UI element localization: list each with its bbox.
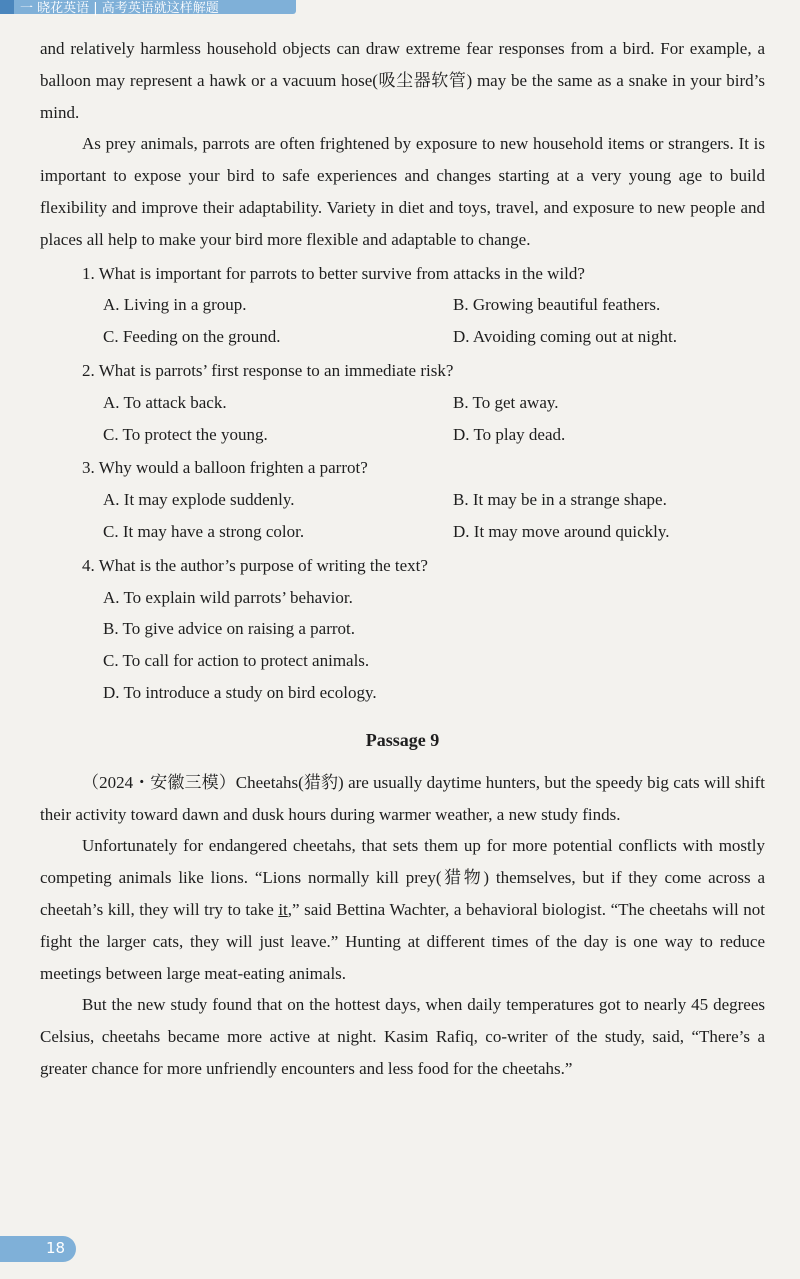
intro-paragraph-2: As prey animals, parrots are often frightened by exposure to new household items or strangers. It is important to expose your bird to safe experiences and changes starting at a very young age to build flexibility and improve their adaptability. Variety in diet and toys, travel, and exposure to new people and places all help to make your bird more flexible and adaptable to change. (40, 134, 765, 249)
option-a: A. To explain wild parrots’ behavior. (103, 587, 353, 607)
option-c: C. To protect the young. (103, 424, 268, 444)
page-content (40, 33, 765, 1085)
option-a: A. Living in a group. (103, 295, 247, 315)
option-b: B. Growing beautiful feathers. (453, 295, 661, 315)
option-row (40, 289, 765, 321)
header-accent (0, 0, 14, 14)
passage-paragraph-1: （2024・安徽三模）Cheetahs(猎豹) are usually daytime hunters, but the speedy big cats will shift their activity toward dawn and dusk hours during warmer weather, a new study finds. (40, 772, 765, 824)
paragraph-text: ,” said Bettina Wachter, a behavioral biologist. “The cheetahs will not fight the larger cats, they will just leave.” Hunting at different times of the day is one way to reduce meetings between large meat-eating animals. (40, 899, 765, 983)
option-b: B. To get away. (453, 392, 559, 412)
option-c: C. To call for action to protect animals. (103, 651, 370, 671)
option-row (40, 516, 765, 548)
option-a: A. To attack back. (103, 392, 227, 412)
option-c: C. It may have a strong color. (103, 521, 305, 541)
header-title: 一 晓花英语 | 高考英语就这样解题 (20, 1, 219, 16)
question-stem: 4. What is the author’s purpose of writing the text? (82, 555, 428, 575)
question-stem: 1. What is important for parrots to better survive from attacks in the wild? (82, 263, 585, 283)
question-4 (40, 550, 765, 709)
paragraph-text: Unfortunately for endangered cheetahs, that sets them up for more potential conflicts with mostly competing animals like lions. “Lions normally kill prey(猎物) themselves, but if they come across a cheetah’s kill, they will try to take (40, 836, 765, 919)
option-row (40, 321, 765, 353)
option-d: D. Avoiding coming out at night. (453, 327, 677, 347)
header-bar (0, 0, 296, 14)
option-d: D. To play dead. (453, 424, 566, 444)
option-a: A. It may explode suddenly. (103, 490, 295, 510)
option-b: B. To give advice on raising a parrot. (103, 619, 356, 639)
page-number-tab (0, 1236, 76, 1262)
passage-paragraph-2 (40, 830, 765, 989)
passage-paragraph-3: But the new study found that on the hottest days, when daily temperatures got to nearly 45 degrees Celsius, cheetahs became more active at night. Kasim Rafiq, co-writer of the study, said, “There’s a greater chance for more unfriendly encounters and less food for the cheetahs.” (40, 995, 765, 1078)
intro-paragraph-1: and relatively harmless household objects can draw extreme fear responses from a bird. For example, a balloon may represent a hawk or a vacuum hose(吸尘器软管) may be the same as a snake in your bird’s mind. (40, 39, 765, 122)
option-b: B. It may be in a strange shape. (453, 490, 667, 510)
question-2 (40, 355, 765, 450)
option-row (40, 387, 765, 419)
option-d: D. It may move around quickly. (453, 521, 670, 541)
question-1 (40, 258, 765, 353)
question-stem: 2. What is parrots’ first response to an immediate risk? (82, 360, 454, 380)
option-c: C. Feeding on the ground. (103, 327, 281, 347)
question-3 (40, 452, 765, 547)
passage-title: Passage 9 (365, 729, 440, 750)
option-row (40, 419, 765, 451)
page-number: 18 (46, 1239, 66, 1257)
option-row (40, 484, 765, 516)
underlined-word: it (278, 899, 288, 919)
option-d: D. To introduce a study on bird ecology. (103, 682, 377, 702)
question-stem: 3. Why would a balloon frighten a parrot? (82, 458, 368, 478)
